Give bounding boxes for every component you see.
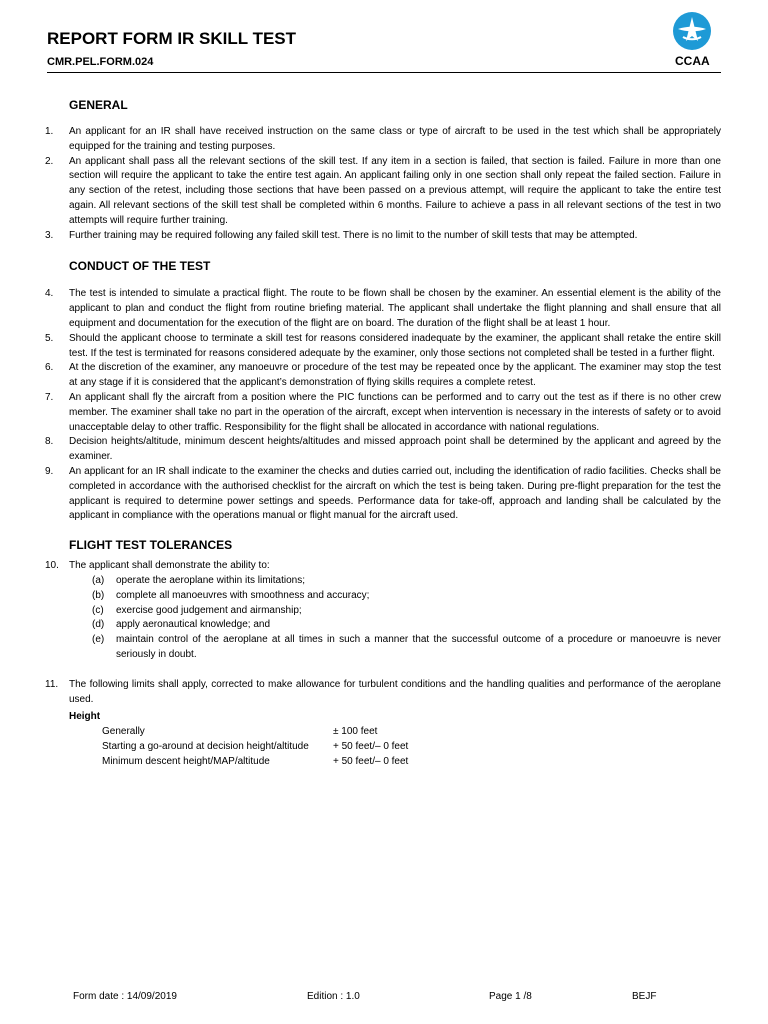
section-heading-general: GENERAL [69,98,128,112]
list-item: 10. The applicant shall demonstrate the ability to: (a) operate the aeroplane within its limitations; (b) complete all manoeuvres with smoothness and accuracy; (c) exercise good judgement and airmanship; (d) apply aeronautical knowledge; and (e) maintain control of the aeroplane at all times in such a manner that the successful outcome of a procedure or manoeuvre is never seriously in doubt. [45,559,721,663]
tolerance-table-heading: Height [69,711,101,723]
document-body [45,97,721,769]
org-name: CCAA [675,54,710,68]
sublist-item: (b) complete all manoeuvres with smoothness and accuracy; [92,589,370,601]
conduct-list [45,287,721,524]
table-row: Starting a go-around at decision height/altitude + 50 feet/– 0 feet [102,740,409,752]
footer-form-date: Form date : 14/09/2019 [73,991,177,1002]
footer-reference: BEJF [632,991,657,1002]
section-heading-tolerances: FLIGHT TEST TOLERANCES [69,538,233,553]
section-heading-conduct: CONDUCT OF THE TEST [69,259,211,274]
list-item: 4. The test is intended to simulate a practical flight. The route to be flown shall be chosen by the examiner. An essential element is the ability of the applicant to plan and conduct the flight from routine briefing material. The applicant shall undertake the flight planning and shall ensure that all equipment and documentation for the execution of the flight are on board. The duration of the flight shall be at least 1 hour. [45,288,721,329]
list-item: 7. An applicant shall fly the aircraft from a position where the PIC functions can be performed and to carry out the test as if there is no other crew member. The examiner shall take no part in the operation of the aircraft, except when intervention is necessary in the interests of safety or to avoid unacceptable delay to other traffic. Responsibility for the flight shall be allocated in accordance with national regulations. [45,391,721,433]
list-item: 11. The following limits shall apply, corrected to make allowance for turbulent conditions and the handling qualities and performance of the aeroplane used. Height Generally ± 100 feet Starting a go-around at decision height/altitude + 50 feet/– 0 feet Minimum descent height/MAP/altitude + 50 feet/– 0 feet [45,678,721,770]
ability-sublist [69,574,721,663]
general-list [45,125,721,243]
footer-page-number: Page 1 /8 [489,991,532,1002]
footer-edition: Edition : 1.0 [307,991,360,1002]
header-divider [47,72,721,73]
list-item: 6. At the discretion of the examiner, any manoeuvre or procedure of the test may be repeated once by the applicant. The examiner may stop the test at any stage if it is considered that the applicant’s demonstration of flying skills requires a complete retest. [45,362,721,389]
list-item: 9. An applicant for an IR shall indicate to the examiner the checks and duties carried out, including the identification of radio facilities. Checks shall be completed in accordance with the authorised checklist for the aircraft on which the test is being taken. During pre-flight preparation for the test the applicant is required to determine power settings and speeds. Performance data for take-off, approach and landing shall be calculated by the applicant in compliance with the operations manual or flight manual for the aircraft used. [45,465,721,522]
sublist-item: (c) exercise good judgement and airmanship; [92,604,302,616]
sublist-item: (a) operate the aeroplane within its limitations; [92,574,305,586]
table-row: Minimum descent height/MAP/altitude + 50 feet/– 0 feet [102,755,409,767]
tolerances-list [45,559,721,769]
tolerance-table [69,710,721,769]
list-item: 3. Further training may be required following any failed skill test. There is no limit to the number of skill tests that may be attempted. [45,229,638,241]
list-item: 2. An applicant shall pass all the relevant sections of the skill test. If any item in a section is failed, that section is failed. Failure in more than one section will require the applicant to take the entire test again. An applicant failing only in one section shall only repeat the failed section. Failure in any section of the retest, including those sections that have been passed on a previous attempt, will require the applicant to take the entire test again. All relevant sections of the skill test shall be completed within 6 months. Failure to achieve a pass in all relevant sections of the test in two attempts will require further training. [45,155,721,226]
form-code: CMR.PEL.FORM.024 [47,56,154,68]
table-row: Generally ± 100 feet [102,726,378,738]
sublist-item: (e) maintain control of the aeroplane at all times in such a manner that the successful outcome of a procedure or manoeuvre is never seriously in doubt. [92,634,721,660]
form-title: REPORT FORM IR SKILL TEST [47,29,297,48]
list-item: 5. Should the applicant choose to terminate a skill test for reasons considered inadequate by the examiner, the applicant shall retake the entire skill test. If the test is terminated for reasons considered adequate by the examiner, only those sections not completed shall be tested in a further flight. [45,332,721,359]
list-item: 8. Decision heights/altitude, minimum descent heights/altitudes and missed approach point shall be determined by the applicant and agreed by the examiner. [45,436,721,463]
sublist-item: (d) apply aeronautical knowledge; and [92,619,270,631]
ccaa-logo-icon [672,11,712,51]
list-item: 1. An applicant for an IR shall have received instruction on the same class or type of aircraft to be used in the test which shall be appropriately equipped for the training and testing purposes. [45,126,721,152]
